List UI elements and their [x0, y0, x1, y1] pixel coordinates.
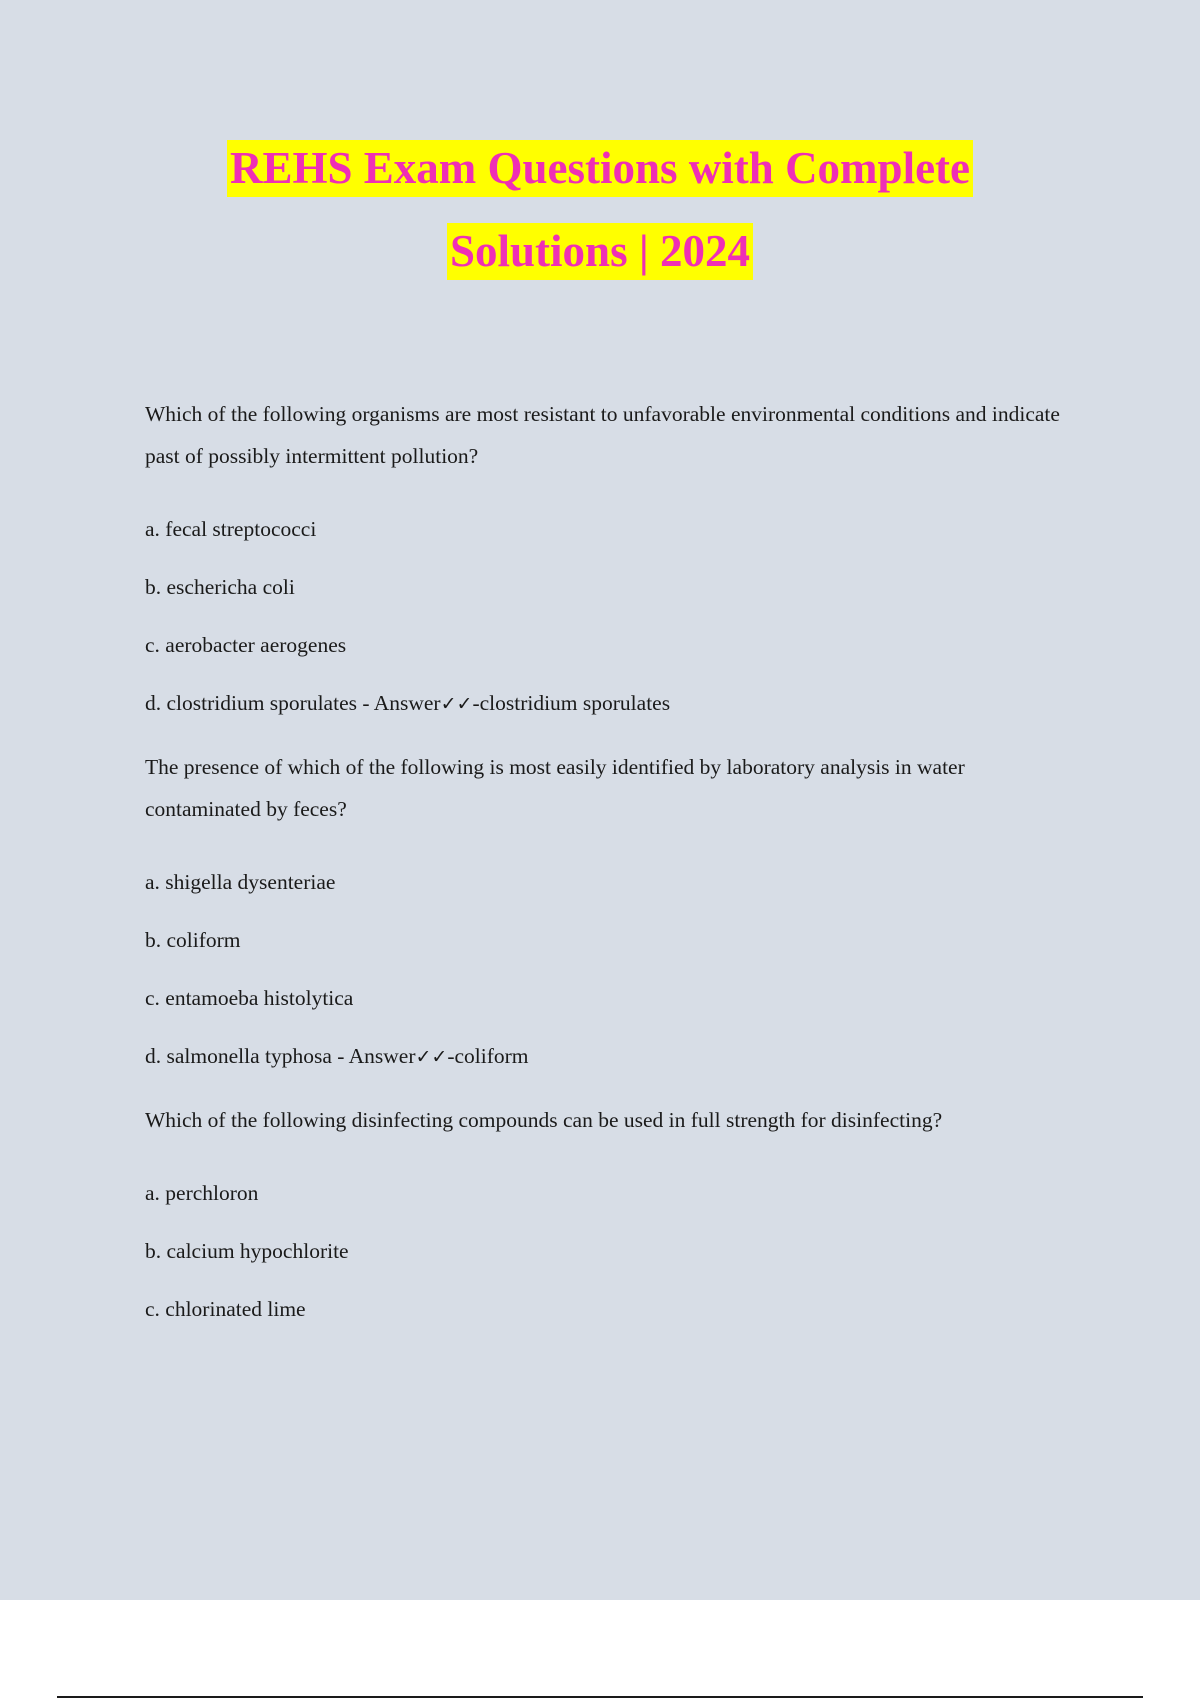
answer-option-with-answer	[145, 1042, 1085, 1071]
title-line-1: REHS Exam Questions with Complete	[227, 140, 973, 197]
question-text: The presence of which of the following is most easily identified by laboratory analysis in water contaminated by feces?	[145, 755, 965, 821]
answer-option: c. chlorinated lime	[145, 1297, 306, 1321]
answer-option: a. fecal streptococci	[145, 517, 317, 541]
answer-option: c. aerobacter aerogenes	[145, 633, 347, 657]
footer-divider	[57, 1696, 1143, 1698]
question-block	[145, 393, 1085, 718]
questions-content	[145, 393, 1085, 1353]
answer-option: b. coliform	[145, 928, 241, 952]
answer-option: a. shigella dysenteriae	[145, 870, 336, 894]
correct-answer: -clostridium sporulates	[472, 691, 671, 715]
spacer	[145, 830, 1085, 868]
answer-option: a. perchloron	[145, 1181, 259, 1205]
check-mark-icon: ✓✓	[415, 1046, 448, 1068]
question-block	[145, 1099, 1085, 1323]
document-title	[0, 140, 1200, 280]
question-block	[145, 746, 1085, 1071]
answer-option: c. entamoeba histolytica	[145, 986, 354, 1010]
answer-option-text: d. salmonella typhosa - Answer	[145, 1044, 416, 1068]
answer-option: b. eschericha coli	[145, 575, 295, 599]
check-mark-icon: ✓✓	[440, 693, 473, 715]
answer-option: b. calcium hypochlorite	[145, 1239, 349, 1263]
answer-option-with-answer	[145, 689, 1085, 718]
question-text: Which of the following disinfecting compounds can be used in full strength for disinfecting?	[145, 1108, 943, 1132]
question-text: Which of the following organisms are most resistant to unfavorable environmental conditions and indicate past of possibly intermittent pollution?	[145, 402, 1060, 468]
spacer	[145, 1141, 1085, 1179]
title-line-2: Solutions | 2024	[447, 223, 753, 280]
correct-answer: -coliform	[447, 1044, 529, 1068]
answer-option-text: d. clostridium sporulates - Answer	[145, 691, 441, 715]
spacer	[145, 477, 1085, 515]
